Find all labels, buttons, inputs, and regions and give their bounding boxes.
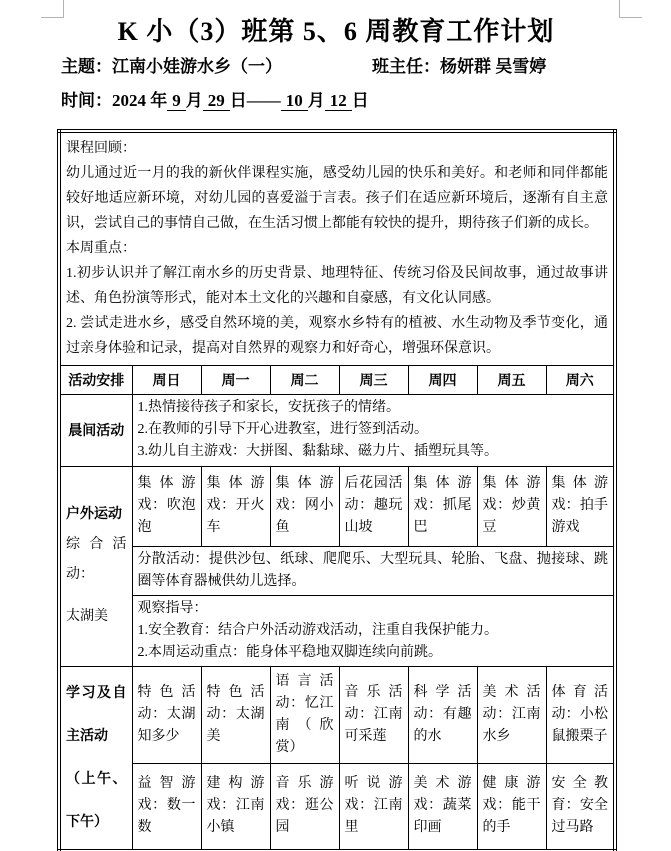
activity-name: 抓尾巴: [413, 498, 472, 535]
learning1-cell-wednesday: [339, 666, 408, 763]
time-month1-blank: 9: [167, 91, 186, 111]
meta-row-time: [57, 86, 615, 116]
activity-type: 体育活动：: [551, 684, 608, 722]
theme-text: 主题：江南小娃游水乡（一）: [61, 57, 282, 76]
document-content: [57, 0, 615, 851]
column-header-friday: 周五: [477, 365, 546, 394]
outdoor-cell-wednesday: [339, 466, 408, 546]
activity-name: 趣玩山坡: [344, 498, 403, 535]
activity-type: 健康游戏：: [482, 776, 541, 814]
text-boundary-mark-right: [619, 0, 642, 18]
learning2-cell-thursday: [408, 763, 477, 851]
learning2-cell-monday: [201, 763, 270, 851]
column-header-activity: 活动安排: [59, 365, 132, 394]
activity-type: 音乐游戏：: [275, 776, 334, 814]
time-year: 2024 年: [112, 91, 168, 110]
activity-name: 安全过马路: [551, 798, 609, 836]
activity-name: 小松鼠搬栗子: [551, 706, 609, 744]
guide-item-1: 1.安全教育：结合户外活动游戏活动，注重自我保护能力。: [137, 622, 498, 638]
time-month2-blank: 10: [281, 91, 308, 111]
row-label-learning: [59, 666, 132, 851]
activity-name: 江南里: [344, 798, 403, 836]
activity-type: 美术游戏：: [413, 776, 472, 814]
head-teacher-text: 班主任：杨妍群 吴雪婷: [372, 57, 547, 76]
activity-name: 拍手游戏: [551, 498, 609, 535]
morning-item-3: 3.幼儿自主游戏：大拼图、黏黏球、磁力片、插塑玩具等。: [137, 444, 498, 459]
outdoor-label: 户外运动: [66, 507, 122, 522]
learning1-cell-tuesday: [270, 666, 339, 763]
time-day2-unit: 日: [351, 91, 369, 110]
guide-item-2: 2.本周运动重点：能身体平稳地双脚连续向前跳。: [137, 644, 442, 660]
row-label-morning: 晨间活动: [59, 394, 132, 466]
course-review-cell: [59, 131, 615, 365]
activity-type: 集体游戏：: [482, 476, 541, 513]
learning2-cell-tuesday: [270, 763, 339, 851]
activity-type: 安全教育：: [551, 776, 608, 814]
activity-type: 集体游戏：: [413, 476, 472, 513]
time-day2-blank: 12: [325, 91, 352, 111]
activity-type: 语言活动：: [275, 673, 334, 711]
activity-type: 集体游戏：: [137, 476, 196, 513]
learning1-cell-friday: [477, 666, 546, 763]
scatter-text: 分散活动：提供沙包、纸球、爬爬乐、大型玩具、轮胎、飞盘、抛接球、跳圈等体育器械供幼儿选择。: [137, 551, 608, 589]
morning-activities-cell: [132, 394, 615, 466]
activity-name: 逛公园: [275, 798, 334, 836]
outdoor-cell-tuesday: [270, 466, 339, 546]
activity-name: 炒黄豆: [482, 498, 541, 535]
time-label: 时间：: [61, 91, 112, 110]
morning-item-2: 2.在教师的引导下开心进教室，进行签到活动。: [137, 422, 428, 437]
column-header-thursday: 周四: [408, 365, 477, 394]
activity-type: 集体游戏：: [551, 476, 608, 513]
outdoor-subname: 太湖美: [66, 609, 108, 624]
learning2-cell-wednesday: [339, 763, 408, 851]
activity-name: 江南可采莲: [344, 706, 403, 744]
activity-name: 蔬菜印画: [413, 798, 472, 836]
weekly-plan-table: [57, 129, 617, 851]
learning2-cell-sunday: [132, 763, 201, 851]
focus-item-1: 1.初步认识并了解江南水乡的历史背景、地理特征、传统习俗及民间故事，通过故事讲述、角色扮演等形式，能对本土文化的兴趣和自豪感，有文化认同感。: [66, 266, 608, 307]
page-title: K 小（3）班第 5、6 周教育工作计划: [117, 17, 555, 46]
activity-type: 音乐活动：: [344, 684, 403, 722]
activity-name: 江南水乡: [482, 706, 541, 744]
learning1-cell-thursday: [408, 666, 477, 763]
outdoor-scatter-cell: [132, 546, 615, 595]
focus-title: 本周重点：: [66, 241, 136, 257]
meta-row-theme: [57, 52, 615, 82]
column-header-monday: 周一: [201, 365, 270, 394]
activity-type: 特色活动：: [206, 684, 265, 722]
guide-title: 观察指导：: [137, 600, 208, 616]
time-day1-blank: 29: [203, 91, 230, 111]
learning1-cell-saturday: [546, 666, 615, 763]
activity-type: 科学活动：: [413, 684, 472, 722]
activity-name: 开火车: [206, 498, 265, 535]
row-label-outdoor: [59, 466, 132, 666]
learning-label-2: （上午、下午）: [66, 771, 127, 830]
activity-name: 有趣的水: [413, 706, 472, 744]
outdoor-sublabel: 综合活动：: [66, 537, 127, 582]
outdoor-cell-friday: [477, 466, 546, 546]
activity-type: 后花园活动：: [344, 476, 403, 513]
column-header-sunday: 周日: [132, 365, 201, 394]
activity-type: 集体游戏：: [275, 476, 334, 513]
focus-item-2: 2. 尝试走进水乡，感受自然环境的美，观察水乡特有的植被、水生动物及季节变化，通过亲身体验和记录，提高对自然界的观察力和好奇心，增强环保意识。: [66, 316, 608, 357]
time-month1-unit: 月: [185, 91, 203, 110]
activity-type: 特色活动：: [137, 684, 196, 722]
activity-type: 听说游戏：: [344, 776, 403, 814]
activity-name: 吹泡泡: [137, 498, 196, 535]
activity-name: 太湖美: [206, 706, 265, 744]
time-text: [61, 86, 369, 116]
review-title: 课程回顾：: [66, 141, 136, 157]
learning1-cell-monday: [201, 666, 270, 763]
column-header-tuesday: 周二: [270, 365, 339, 394]
activity-name: 太湖知多少: [137, 706, 196, 744]
morning-item-1: 1.热情接待孩子和家长，安抚孩子的情绪。: [137, 400, 400, 415]
column-header-wednesday: 周三: [339, 365, 408, 394]
activity-name: 忆江南（欣赏）: [275, 695, 334, 755]
activity-name: 能干的手: [482, 798, 541, 836]
activity-type: 集体游戏：: [206, 476, 265, 513]
activity-name: 网小鱼: [275, 498, 334, 535]
activity-type: 益智游戏：: [137, 776, 196, 814]
outdoor-cell-thursday: [408, 466, 477, 546]
outdoor-cell-sunday: [132, 466, 201, 546]
activity-name: 江南小镇: [206, 798, 265, 836]
outdoor-guide-cell: [132, 595, 615, 666]
activity-type: 美术活动：: [482, 684, 541, 722]
outdoor-cell-saturday: [546, 466, 615, 546]
time-day1-unit: 日——: [229, 91, 281, 110]
learning-label: 学习及自主活动: [66, 685, 127, 744]
learning2-cell-saturday: [546, 763, 615, 851]
learning1-cell-sunday: [132, 666, 201, 763]
review-body: 幼儿通过近一月的我的新伙伴课程实施，感受幼儿园的快乐和美好。和老师和同伴都能较好地适应新环境，对幼儿园的喜爱溢于言表。孩子们在适应新环境后，逐渐有自主意识，尝试自己的事情自己做，在生活习惯上都能有较快的提升，期待孩子们新的成长。: [66, 166, 608, 232]
activity-name: 数一数: [137, 798, 196, 836]
time-month2-unit: 月: [307, 91, 325, 110]
activity-type: 建构游戏：: [206, 776, 265, 814]
learning2-cell-friday: [477, 763, 546, 851]
column-header-saturday: 周六: [546, 365, 615, 394]
outdoor-cell-monday: [201, 466, 270, 546]
